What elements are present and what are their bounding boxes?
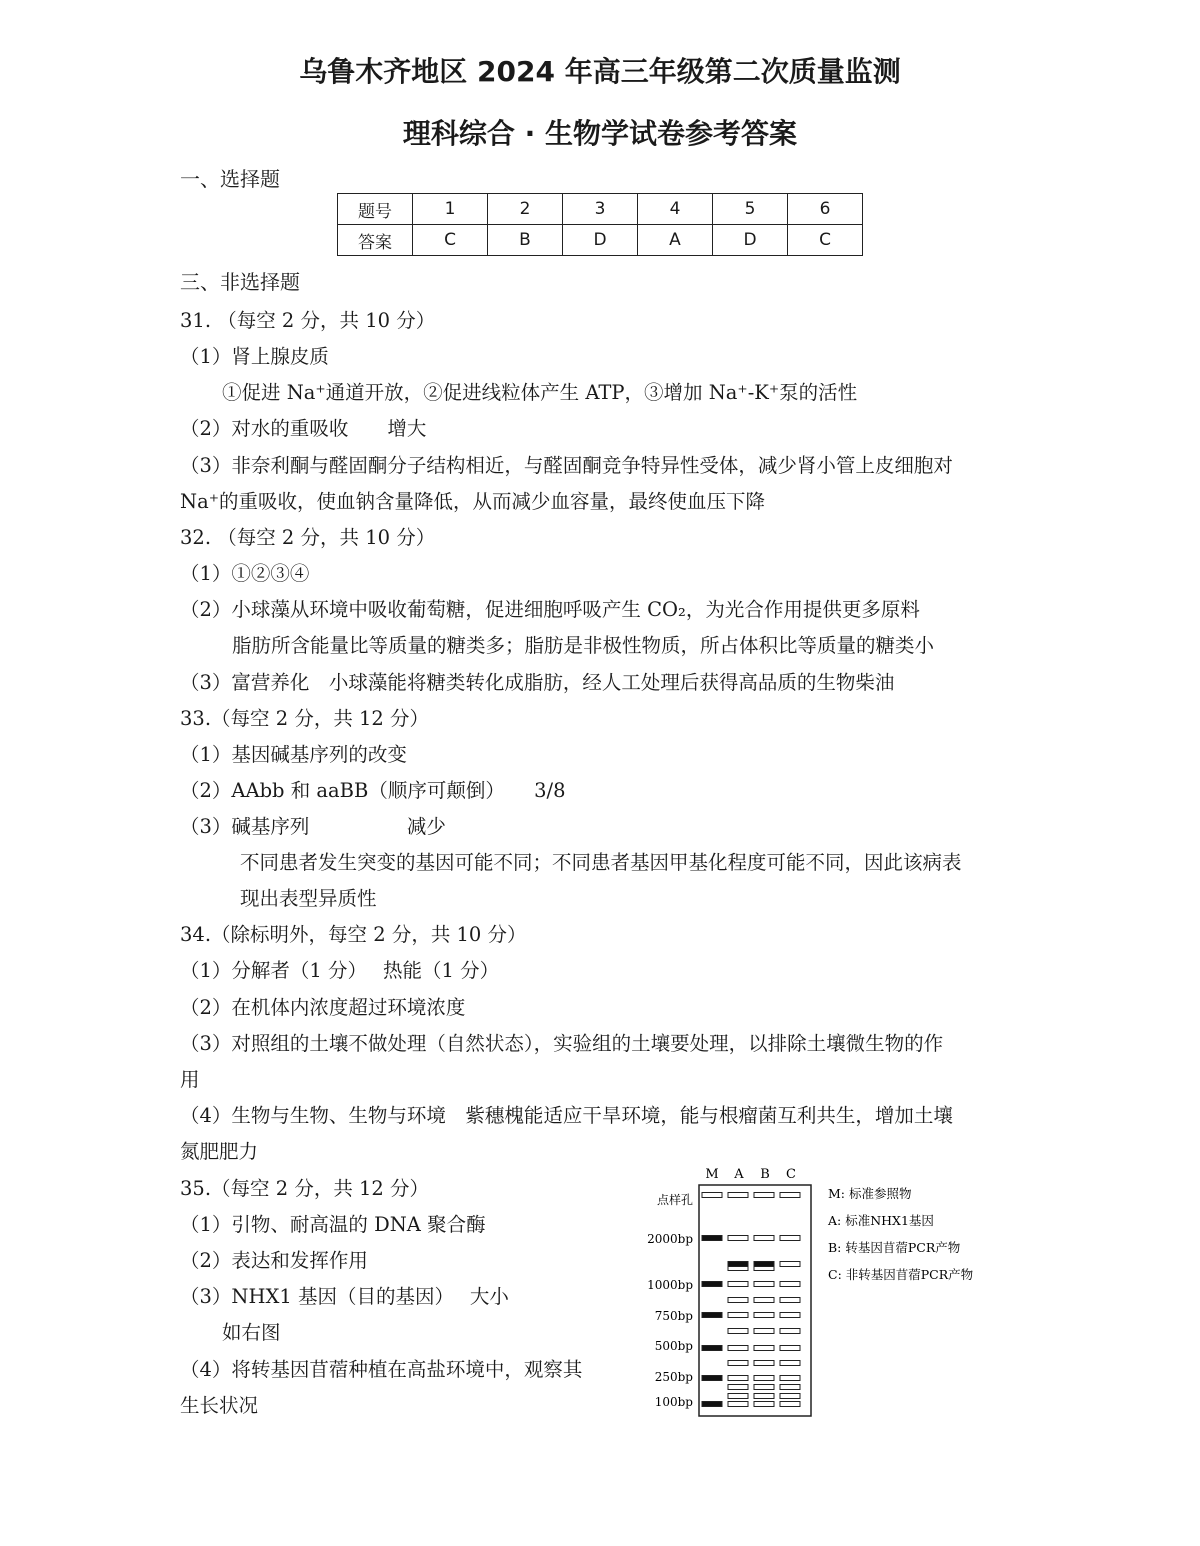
gel-well-slot	[754, 1394, 774, 1399]
answer-line: 34.（除标明外，每空 2 分，共 10 分）	[180, 923, 527, 946]
question-number: 1	[413, 194, 488, 225]
answer-line: （2）表达和发挥作用	[180, 1249, 368, 1272]
answer-line: （2）对水的重吸收 增大	[180, 417, 427, 440]
answer-line: （3）对照组的土壤不做处理（自然状态），实验组的土壤要处理，以排除土壤微生物的作	[180, 1032, 944, 1055]
gel-well-slot	[780, 1298, 800, 1303]
answer-line: （3）碱基序列 减少	[180, 815, 446, 838]
row-header: 答案	[338, 225, 413, 256]
lane-label: A	[734, 1167, 744, 1182]
marker-label: 750bp	[654, 1309, 693, 1323]
answer-line: （1）引物、耐高温的 DNA 聚合酶	[180, 1213, 486, 1236]
gel-well-slot	[754, 1236, 774, 1241]
answer-line: 35.（每空 2 分，共 12 分）	[180, 1177, 430, 1200]
well-label: 点样孔	[656, 1193, 693, 1207]
gel-well-slot	[728, 1402, 748, 1407]
answer-line: （4）生物与生物、生物与环境 紫穗槐能适应干旱环境，能与根瘤菌互利共生，增加土壤	[180, 1104, 953, 1127]
answer-cell: A	[638, 225, 713, 256]
document-subtitle: 理科综合 · 生物学试卷参考答案	[402, 117, 798, 150]
marker-label: 1000bp	[647, 1278, 693, 1292]
question-number: 2	[488, 194, 563, 225]
gel-well-slot	[754, 1402, 774, 1407]
answer-line: （2）在机体内浓度超过环境浓度	[180, 996, 466, 1019]
gel-well-slot	[780, 1361, 800, 1366]
answer-line: （3）非奈利酮与醛固酮分子结构相近，与醛固酮竞争特异性受体，减少肾小管上皮细胞对	[180, 454, 953, 477]
gel-well-slot	[728, 1193, 748, 1198]
marker-label: 500bp	[654, 1339, 693, 1353]
gel-well-slot	[754, 1282, 774, 1287]
answer-line: 脂肪所含能量比等质量的糖类多；脂肪是非极性物质，所占体积比等质量的糖类小	[232, 634, 935, 657]
gel-band	[702, 1282, 722, 1287]
gel-well-slot	[728, 1329, 748, 1334]
marker-label: 2000bp	[647, 1232, 693, 1246]
question-number: 5	[713, 194, 788, 225]
answer-line: 现出表型异质性	[240, 887, 377, 910]
gel-well-slot	[728, 1236, 748, 1241]
gel-band	[702, 1376, 722, 1381]
lane-label: B	[760, 1167, 770, 1182]
answer-cell: D	[713, 225, 788, 256]
lane-label: M	[705, 1167, 719, 1182]
gel-well-slot	[780, 1262, 800, 1267]
gel-band	[728, 1262, 748, 1267]
gel-well-slot	[728, 1376, 748, 1381]
question-number: 3	[563, 194, 638, 225]
answer-line: （1）肾上腺皮质	[180, 345, 329, 368]
gel-well-slot	[754, 1298, 774, 1303]
marker-label: 250bp	[654, 1370, 693, 1384]
answer-line: （3）富营养化 小球藻能将糖类转化成脂肪，经人工处理后获得高品质的生物柴油	[180, 671, 895, 694]
answer-line: 生长状况	[180, 1394, 259, 1417]
gel-bands	[702, 1193, 800, 1407]
gel-well-slot	[780, 1282, 800, 1287]
answer-line: Na⁺的重吸收，使血钠含量降低，从而减少血容量，最终使血压下降	[180, 490, 765, 513]
gel-band	[754, 1262, 774, 1267]
legend-entry: A: 标准NHX1基因	[828, 1213, 934, 1228]
legend-entry: M: 标准参照物	[828, 1186, 912, 1201]
gel-well-slot	[780, 1193, 800, 1198]
marker-label: 100bp	[654, 1395, 693, 1409]
gel-well-slot	[754, 1313, 774, 1318]
answer-line: （2）小球藻从环境中吸收葡萄糖，促进细胞呼吸产生 CO₂，为光合作用提供更多原料	[180, 598, 920, 621]
answer-cell: B	[488, 225, 563, 256]
gel-well-slot	[754, 1193, 774, 1198]
gel-well-slot	[780, 1385, 800, 1390]
gel-band	[702, 1236, 722, 1241]
answer-line: （2）AAbb 和 aaBB（顺序可颠倒） 3/8	[180, 779, 566, 802]
gel-well-slot	[754, 1329, 774, 1334]
table-row	[338, 194, 863, 225]
answer-line: 31. （每空 2 分，共 10 分）	[180, 309, 436, 332]
gel-well-slot	[780, 1394, 800, 1399]
section-heading-choice: 一、选择题	[180, 167, 280, 191]
answer-line: 33.（每空 2 分，共 12 分）	[180, 707, 430, 730]
gel-well-slot	[728, 1313, 748, 1318]
answer-line: （1）①②③④	[180, 562, 310, 585]
answer-line: （1）基因碱基序列的改变	[180, 743, 407, 766]
gel-well-slot	[754, 1376, 774, 1381]
gel-well-slot	[702, 1193, 722, 1198]
legend-entry: C: 非转基因苜蓿PCR产物	[828, 1267, 974, 1282]
row-header: 题号	[338, 194, 413, 225]
answer-line: 如右图	[222, 1321, 281, 1344]
gel-well-slot	[728, 1361, 748, 1366]
question-number: 4	[638, 194, 713, 225]
answer-line: 32. （每空 2 分，共 10 分）	[180, 526, 436, 549]
answer-cell: C	[788, 225, 863, 256]
legend-entry: B: 转基因苜蓿PCR产物	[828, 1240, 961, 1255]
gel-band	[702, 1402, 722, 1407]
lane-label: C	[786, 1167, 796, 1182]
gel-well-slot	[780, 1236, 800, 1241]
answer-cell: D	[563, 225, 638, 256]
answer-line: （4）将转基因苜蓿种植在高盐环境中，观察其	[180, 1358, 583, 1381]
answer-line: 不同患者发生突变的基因可能不同；不同患者基因甲基化程度可能不同，因此该病表	[240, 851, 962, 874]
gel-well-slot	[728, 1298, 748, 1303]
gel-well-slot	[754, 1346, 774, 1351]
gel-band	[702, 1346, 722, 1351]
gel-well-slot	[780, 1376, 800, 1381]
section-heading-nonchoice: 三、非选择题	[180, 270, 300, 294]
gel-well-slot	[780, 1313, 800, 1318]
gel-well-slot	[728, 1385, 748, 1390]
answer-cell: C	[413, 225, 488, 256]
gel-well-slot	[728, 1282, 748, 1287]
answer-line: ①促进 Na⁺通道开放，②促进线粒体产生 ATP，③增加 Na⁺-K⁺泵的活性	[222, 381, 858, 404]
gel-well-slot	[728, 1346, 748, 1351]
answer-table	[337, 193, 863, 256]
answer-line: （1）分解者（1 分） 热能（1 分）	[180, 959, 500, 982]
table-row	[338, 225, 863, 256]
gel-well-slot	[754, 1385, 774, 1390]
gel-band	[702, 1313, 722, 1318]
gel-well-slot	[728, 1394, 748, 1399]
gel-well-slot	[780, 1346, 800, 1351]
answer-line: 用	[180, 1068, 200, 1091]
gel-well-slot	[780, 1402, 800, 1407]
gel-well-slot	[754, 1361, 774, 1366]
blank-area	[905, 1360, 1200, 1546]
answer-line: 氮肥肥力	[180, 1140, 259, 1163]
document-title: 乌鲁木齐地区 2024 年高三年级第二次质量监测	[299, 55, 901, 88]
gel-well-slot	[780, 1329, 800, 1334]
answer-line: （3）NHX1 基因（目的基因） 大小	[180, 1285, 509, 1308]
question-number: 6	[788, 194, 863, 225]
